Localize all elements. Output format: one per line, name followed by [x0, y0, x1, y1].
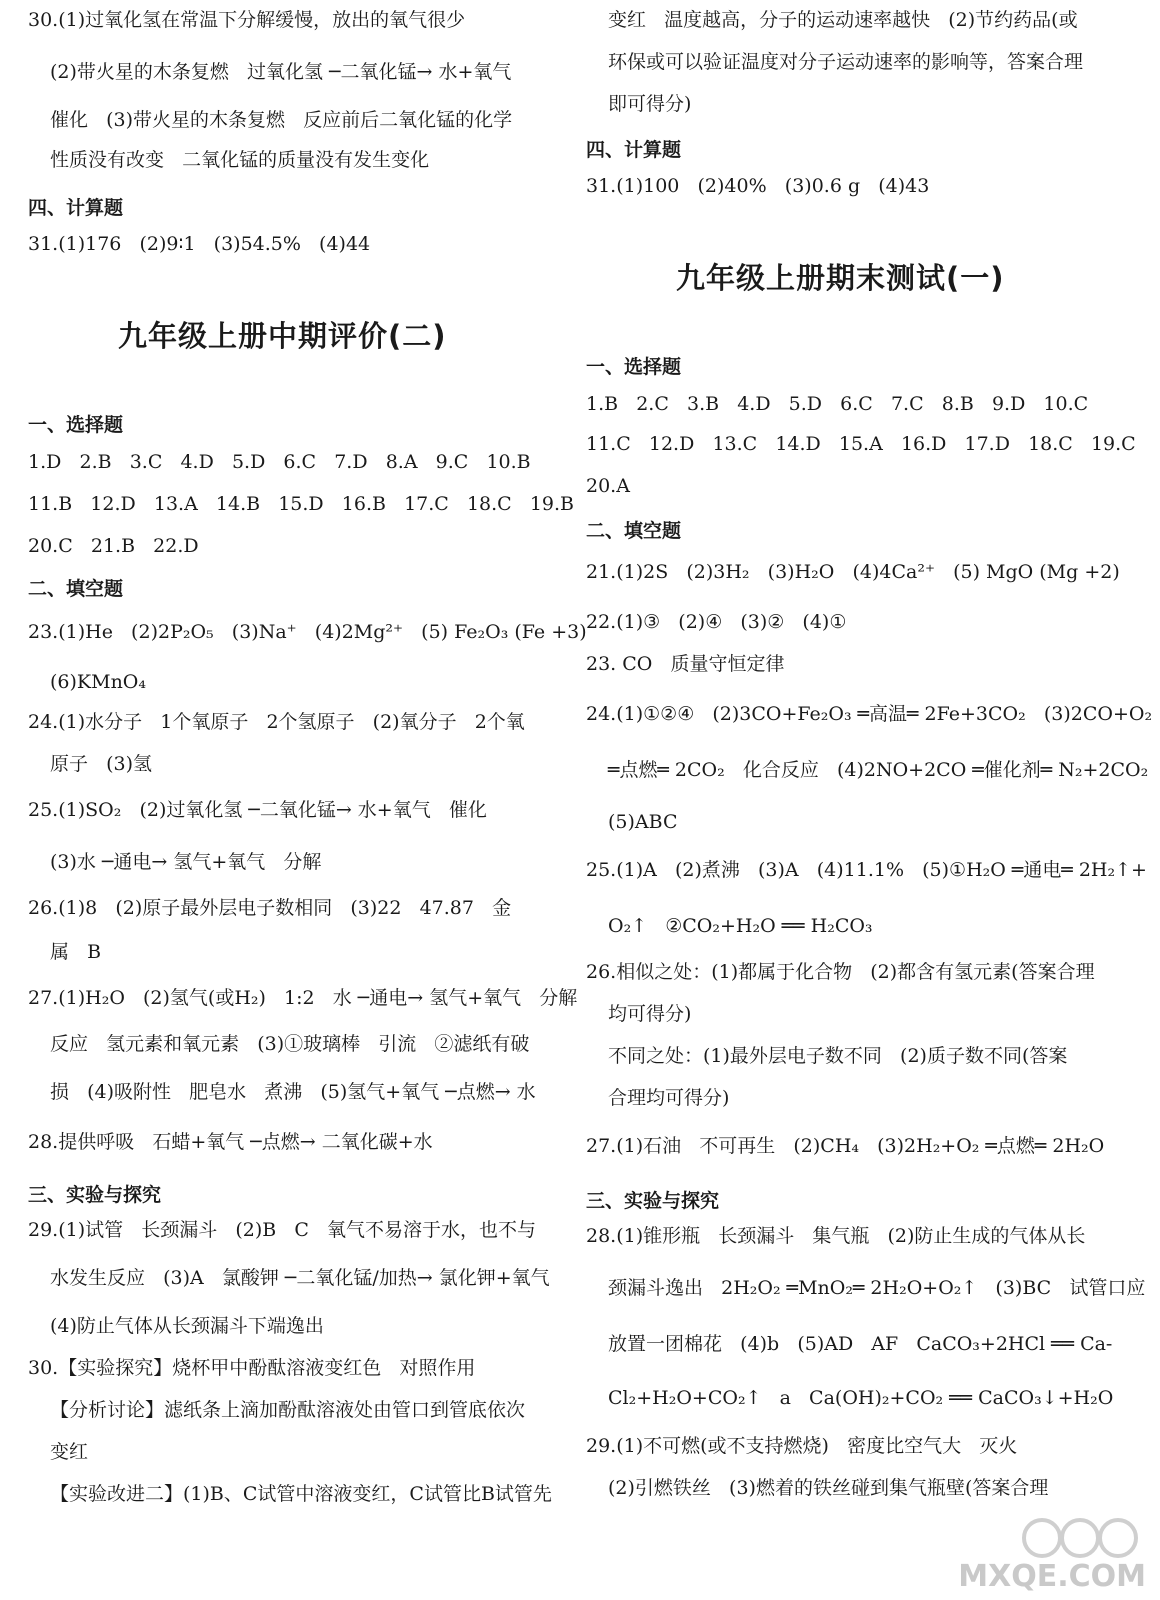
answer-line: 均可得分)	[608, 1003, 692, 1025]
choice-answers: 20.C 21.B 22.D	[28, 535, 199, 557]
answer-line: ═点燃═ 2CO₂ 化合反应 (4)2NO+2CO ═催化剂═ N₂+2CO₂	[608, 759, 1149, 781]
section-heading-experiment: 三、实验与探究	[586, 1190, 720, 1212]
answer-line: 即可得分)	[608, 93, 692, 115]
answer-line: 变红	[50, 1441, 89, 1463]
section-heading-choice: 一、选择题	[28, 414, 124, 436]
answer-line: 损 (4)吸附性 肥皂水 煮沸 (5)氢气+氧气 ─点燃→ 水	[50, 1081, 536, 1103]
answer-line: 21.(1)2S (2)3H₂ (3)H₂O (4)4Ca²⁺ (5) MgO (Mg +2)	[586, 561, 1120, 583]
answer-line: 放置一团棉花 (4)b (5)AD AF CaCO₃+2HCl ══ Ca-	[608, 1333, 1113, 1355]
answer-line: 合理均可得分)	[608, 1087, 730, 1109]
answer-line: 25.(1)A (2)煮沸 (3)A (4)11.1% (5)①H₂O ═通电═ 2H₂↑+	[586, 859, 1147, 881]
answer-line: 颈漏斗逸出 2H₂O₂ ═MnO₂═ 2H₂O+O₂↑ (3)BC 试管口应	[608, 1277, 1146, 1299]
answer-line: 30.【实验探究】烧杯甲中酚酞溶液变红色 对照作用	[28, 1357, 476, 1379]
choice-answers: 11.C 12.D 13.C 14.D 15.A 16.D 17.D 18.C 19.C	[586, 433, 1136, 455]
answer-line: 性质没有改变 二氧化锰的质量没有发生变化	[50, 149, 430, 171]
answer-line: (2)引燃铁丝 (3)燃着的铁丝碰到集气瓶壁(答案合理	[608, 1477, 1049, 1499]
answer-line: 27.(1)H₂O (2)氢气(或H₂) 1:2 水 ─通电→ 氢气+氧气 分解	[28, 987, 578, 1009]
answer-line: 31.(1)176 (2)9∶1 (3)54.5% (4)44	[28, 233, 371, 255]
answer-line: 23.(1)He (2)2P₂O₅ (3)Na⁺ (4)2Mg²⁺ (5) Fe₂O₃ (Fe +3)	[28, 621, 587, 643]
section-heading-calc: 四、计算题	[28, 197, 124, 219]
answer-line: 属 B	[50, 941, 102, 963]
watermark-text: MXQE.COM	[958, 1559, 1146, 1594]
answer-line: 水发生反应 (3)A 氯酸钾 ─二氧化锰/加热→ 氯化钾+氧气	[50, 1267, 550, 1289]
answer-line: 催化 (3)带火星的木条复燃 反应前后二氧化锰的化学	[50, 109, 513, 131]
answer-line: (2)带火星的木条复燃 过氧化氢 ─二氧化锰→ 水+氧气	[50, 61, 512, 83]
section-heading-calc: 四、计算题	[586, 139, 682, 161]
answer-line: 28.提供呼吸 石蜡+氧气 ─点燃→ 二氧化碳+水	[28, 1131, 433, 1153]
answer-line: (6)KMnO₄	[50, 671, 146, 693]
answer-line: 【实验改进二】(1)B、C试管中溶液变红，C试管比B试管先	[50, 1483, 552, 1505]
answer-line: O₂↑ ②CO₂+H₂O ══ H₂CO₃	[608, 915, 873, 937]
answer-line: 29.(1)不可燃(或不支持燃烧) 密度比空气大 灭火	[586, 1435, 1018, 1457]
answer-line: Cl₂+H₂O+CO₂↑ a Ca(OH)₂+CO₂ ══ CaCO₃↓+H₂O	[608, 1387, 1114, 1409]
answer-line: 原子 (3)氢	[50, 753, 153, 775]
answer-line: 23. CO 质量守恒定律	[586, 653, 785, 675]
answer-line: 27.(1)石油 不可再生 (2)CH₄ (3)2H₂+O₂ ═点燃═ 2H₂O	[586, 1135, 1105, 1157]
watermark	[946, 1516, 1146, 1594]
section-heading-fill: 二、填空题	[28, 578, 124, 600]
section-heading-choice: 一、选择题	[586, 356, 682, 378]
exam-title: 九年级上册期末测试(一)	[676, 261, 1005, 295]
choice-answers: 1.B 2.C 3.B 4.D 5.D 6.C 7.C 8.B 9.D 10.C	[586, 393, 1089, 415]
answer-line: (4)防止气体从长颈漏斗下端逸出	[50, 1315, 324, 1337]
answer-line: 24.(1)水分子 1个氧原子 2个氢原子 (2)氧分子 2个氧	[28, 711, 525, 733]
answer-line: 25.(1)SO₂ (2)过氧化氢 ─二氧化锰→ 水+氧气 催化	[28, 799, 487, 821]
answer-line: 31.(1)100 (2)40% (3)0.6 g (4)43	[586, 175, 930, 197]
answer-line: 【分析讨论】滤纸条上滴加酚酞溶液处由管口到管底依次	[50, 1399, 526, 1421]
choice-answers: 1.D 2.B 3.C 4.D 5.D 6.C 7.D 8.A 9.C 10.B	[28, 451, 531, 473]
answer-line: 反应 氢元素和氧元素 (3)①玻璃棒 引流 ②滤纸有破	[50, 1033, 530, 1055]
answer-line: 变红 温度越高，分子的运动速率越快 (2)节约药品(或	[608, 9, 1078, 31]
answer-line: 29.(1)试管 长颈漏斗 (2)B C 氧气不易溶于水，也不与	[28, 1219, 537, 1241]
choice-answers: 20.A	[586, 475, 630, 497]
answer-line: 30.(1)过氧化氢在常温下分解缓慢，放出的氧气很少	[28, 9, 466, 31]
section-heading-experiment: 三、实验与探究	[28, 1184, 162, 1206]
answer-line: 28.(1)锥形瓶 长颈漏斗 集气瓶 (2)防止生成的气体从长	[586, 1225, 1086, 1247]
choice-answers: 11.B 12.D 13.A 14.B 15.D 16.B 17.C 18.C 19.B	[28, 493, 575, 515]
answer-line: 26.(1)8 (2)原子最外层电子数相同 (3)22 47.87 金	[28, 897, 512, 919]
answer-line: 不同之处：(1)最外层电子数不同 (2)质子数不同(答案	[608, 1045, 1068, 1067]
section-heading-fill: 二、填空题	[586, 520, 682, 542]
answer-line: (5)ABC	[608, 811, 678, 833]
answer-line: 26.相似之处：(1)都属于化合物 (2)都含有氢元素(答案合理	[586, 961, 1095, 983]
answer-line: 22.(1)③ (2)④ (3)② (4)①	[586, 611, 847, 633]
answer-line: 环保或可以验证温度对分子运动速率的影响等，答案合理	[608, 51, 1084, 73]
answer-line: 24.(1)①②④ (2)3CO+Fe₂O₃ ═高温═ 2Fe+3CO₂ (3)2CO+O₂	[586, 703, 1153, 725]
watermark-logo-icon	[1020, 1516, 1140, 1560]
answer-line: (3)水 ─通电→ 氢气+氧气 分解	[50, 851, 322, 873]
exam-title: 九年级上册中期评价(二)	[118, 319, 447, 353]
